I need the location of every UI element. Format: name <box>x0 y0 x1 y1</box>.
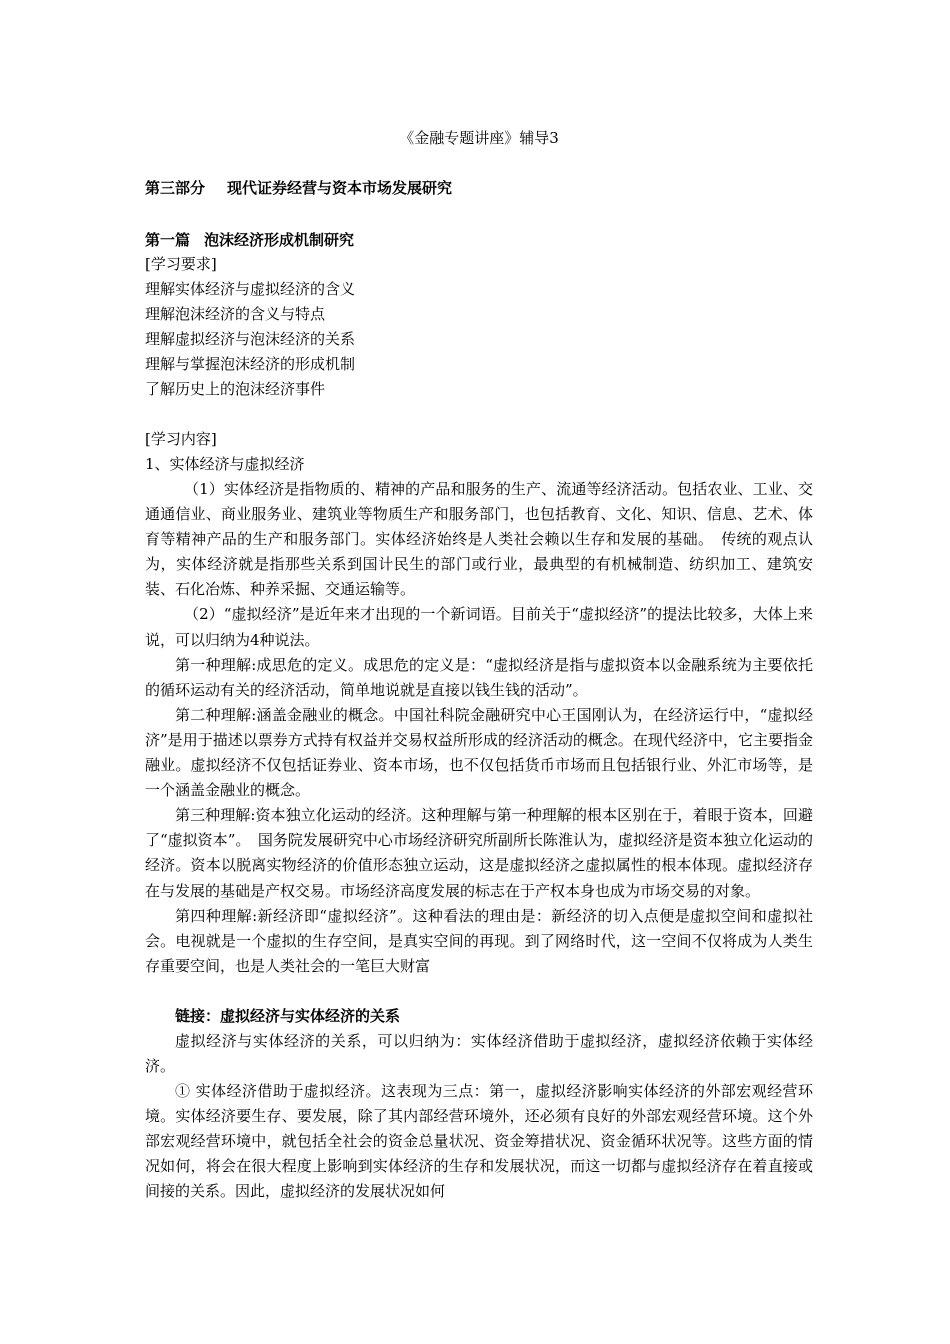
chapter-title: 泡沫经济形成机制研究 <box>204 231 355 249</box>
requirement-item: 理解与掌握泡沫经济的形成机制 <box>145 355 356 373</box>
part-title: 现代证券经营与资本市场发展研究 <box>227 179 453 197</box>
document-title: 《金融专题讲座》辅导3 <box>399 129 559 147</box>
body-paragraph: 第三种理解:资本独立化运动的经济。这种理解与第一种理解的根本区别在于，着眼于资本，回避了“虚拟资本”。 国务院发展研究中心市场经济研究所副所长陈淮认为，虚拟经济是资本独立化运动的经济。资本以脱离实物经济的价值形态独立运动，这是虚拟经济之虚拟属性的根本体现。虚拟经济存在与发展的基础是产权交易。市场经济高度发展的标志在于产权本身也成为市场交易的对象。 <box>145 806 813 900</box>
requirement-item: 理解泡沫经济的含义与特点 <box>145 305 326 323</box>
body-paragraph: ① 实体经济借助于虚拟经济。这表现为三点：第一，虚拟经济影响实体经济的外部宏观经营环境。实体经济要生存、要发展，除了其内部经营环境外，还必须有良好的外部宏观经营环境。这个外部宏观经营环境中，就包括全社会的资金总量状况、资金筹措状况、资金循环状况等。这些方面的情况如何，将会在很大程度上影响到实体经济的生存和发展状况，而这一切都与虚拟经济存在着直接或间接的关系。因此，虚拟经济的发展状况如何 <box>145 1082 813 1201</box>
body-paragraph: 第一种理解:成思危的定义。成思危的定义是：“虚拟经济是指与虚拟资本以金融系统为主要依托的循环运动有关的经济活动，简单地说就是直接以钱生钱的活动”。 <box>145 655 813 699</box>
blank-line <box>145 979 813 1004</box>
requirement-item: 理解实体经济与虚拟经济的含义 <box>145 280 356 298</box>
chapter-heading <box>145 228 813 252</box>
blank-line <box>145 402 813 427</box>
link-heading: 链接：虚拟经济与实体经济的关系 <box>175 1006 401 1025</box>
section-heading: 1、实体经济与虚拟经济 <box>145 455 305 473</box>
body-paragraph: 第四种理解:新经济即“虚拟经济”。这种看法的理由是：新经济的切入点便是虚拟空间和虚拟社会。电视就是一个虚拟的生存空间，是真实空间的再现。到了网络时代，这一空间不仅将成为人类生存重要空间，也是人类社会的一笔巨大财富 <box>145 906 813 975</box>
requirement-item: 理解虚拟经济与泡沫经济的关系 <box>145 330 356 348</box>
requirements-heading: [学习要求] <box>145 255 217 273</box>
body-paragraph: 第二种理解:涵盖金融业的概念。中国社科院金融研究中心王国刚认为，在经济运行中，“虚拟经济”是用于描述以票券方式持有权益并交易权益所形成的经济活动的概念。在现代经济中，它主要指金融业。虚拟经济不仅包括证券业、资本市场，也不仅包括货币市场而且包括银行业、外汇市场等，是一个涵盖金融业的概念。 <box>145 705 813 800</box>
part-label: 第三部分 <box>145 179 206 197</box>
body-paragraph: （2）“虚拟经济”是近年来才出现的一个新词语。目前关于“虚拟经济”的提法比较多，大体上来说，可以归纳为4种说法。 <box>145 605 813 649</box>
chapter-label: 第一篇 <box>145 231 191 249</box>
requirement-item: 了解历史上的泡沫经济事件 <box>145 380 326 398</box>
document-page <box>145 120 813 1205</box>
part-heading <box>145 176 813 200</box>
content-heading: [学习内容] <box>145 430 217 448</box>
body-paragraph: （1）实体经济是指物质的、精神的产品和服务的生产、流通等经济活动。包括农业、工业、交通通信业、商业服务业、建筑业等物质生产和服务部门，也包括教育、文化、知识、信息、艺术、体育等精神产品的生产和服务部门。实体经济始终是人类社会赖以生存和发展的基础。 传统的观点认为，实体经济就是指那些关系到国计民生的部门或行业，最典型的有机械制造、纺织加工、建筑安装、石化冶炼、种养采掘、交通运输等。 <box>145 480 813 599</box>
body-paragraph: 虚拟经济与实体经济的关系，可以归纳为：实体经济借助于虚拟经济，虚拟经济依赖于实体经济。 <box>145 1031 813 1075</box>
